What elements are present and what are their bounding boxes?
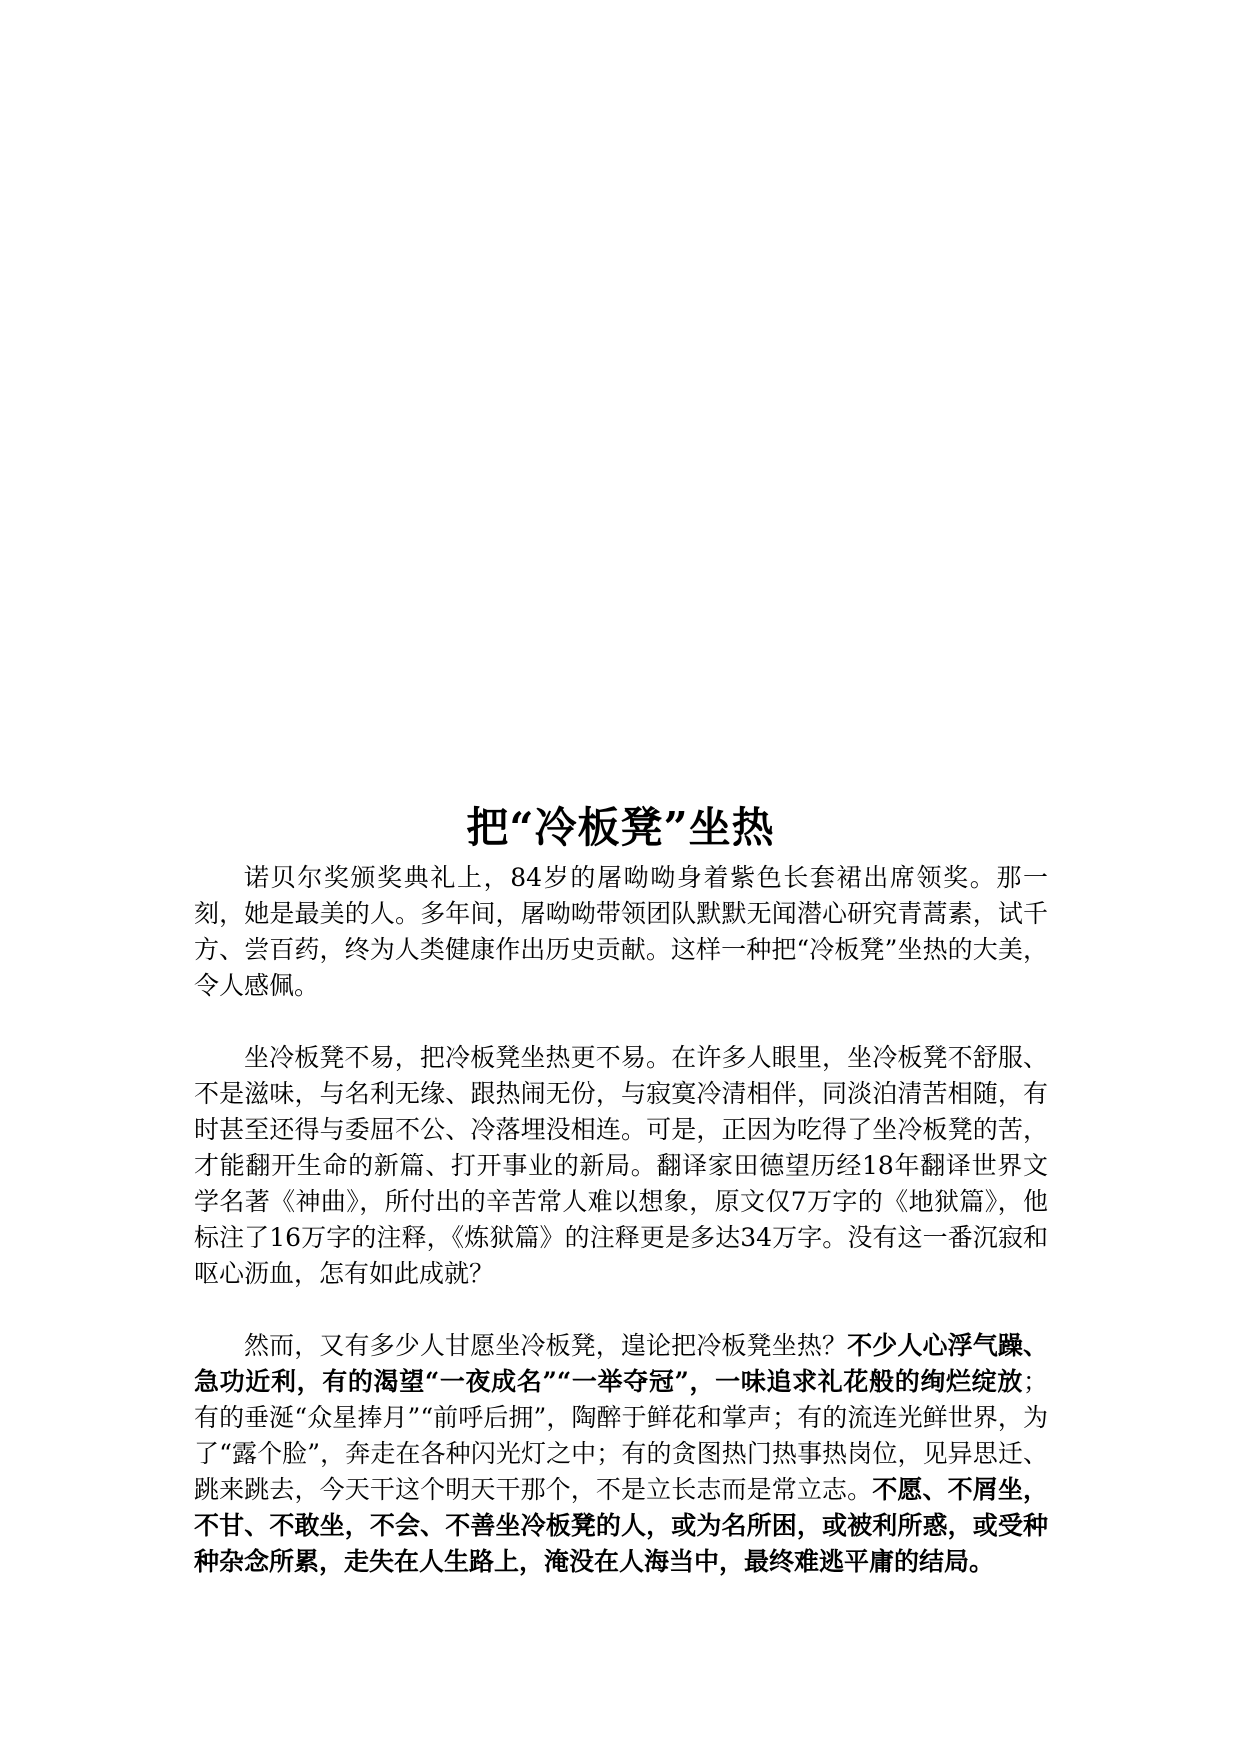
paragraph-3-middle: ；有的垂涎“众星捧月”“前呼后拥”，陶醉于鲜花和掌声；有的流连光鲜世界，为了“露个脸”，奔走在各种闪光灯之中；有的贪图热门热事热岗位，见异思迁、跳来跳去，今天干这个明天干那个，不是立长志而是常立志。 xyxy=(194,1367,1048,1504)
paragraph-3-intro: 然而，又有多少人甘愿坐冷板凳，遑论把冷板凳坐热？ xyxy=(244,1331,848,1360)
paragraph-3-bold-1: 不少人心浮气躁、急功近利，有的渴望“一夜成名”“一举夺冠”，一味追求礼花般的绚烂绽放 xyxy=(194,1331,1048,1396)
document-title: 把“冷板凳”坐热 xyxy=(466,803,775,853)
paragraph-3-bold-2: 不愿、不屑坐，不甘、不敢坐，不会、不善坐冷板凳的人，或为名所困，或被利所惑，或受种种杂念所累，走失在人生路上，淹没在人海当中，最终难逃平庸的结局。 xyxy=(194,1475,1048,1576)
paragraph-1: 诺贝尔奖颁奖典礼上，84岁的屠呦呦身着紫色长套裙出席领奖。那一刻，她是最美的人。多年间，屠呦呦带领团队默默无闻潜心研究青蒿素，试千方、尝百药，终为人类健康作出历史贡献。这样一种把“冷板凳”坐热的大美，令人感佩。 xyxy=(194,863,1048,1000)
document-body xyxy=(194,860,1048,1616)
paragraph-2: 坐冷板凳不易，把冷板凳坐热更不易。在许多人眼里，坐冷板凳不舒服、不是滋味，与名利无缘、跟热闹无份，与寂寞冷清相伴，同淡泊清苦相随，有时甚至还得与委屈不公、冷落埋没相连。可是，正因为吃得了坐冷板凳的苦，才能翻开生命的新篇、打开事业的新局。翻译家田德望历经18年翻译世界文学名著《神曲》，所付出的辛苦常人难以想象，原文仅7万字的《地狱篇》，他标注了16万字的注释，《炼狱篇》的注释更是多达34万字。没有这一番沉寂和呕心沥血，怎有如此成就？ xyxy=(194,1043,1048,1288)
paragraph-3 xyxy=(194,1328,1048,1580)
